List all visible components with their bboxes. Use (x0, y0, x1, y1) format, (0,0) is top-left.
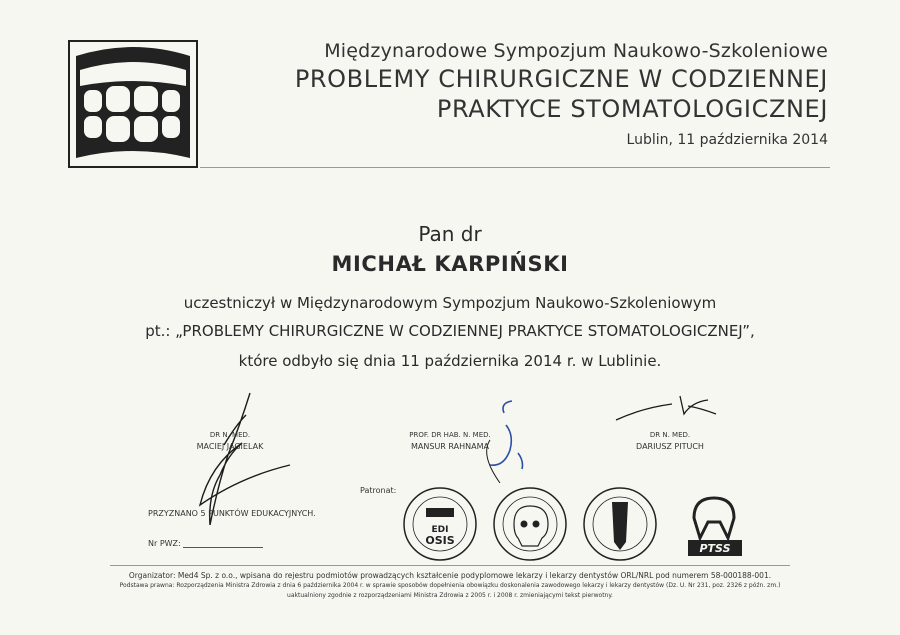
patron-badges (402, 484, 762, 564)
points-label: PRZYZNANO 5 PUNKTÓW EDUKACYJNYCH. (148, 509, 316, 518)
surgery-badge-icon (584, 488, 656, 560)
nr-pwz-blank-line (183, 547, 263, 548)
signature-block-3 (600, 430, 740, 452)
signature-block-2 (380, 430, 520, 452)
footer-organizer: Organizator: Med4 Sp. z o.o., wpisana do rejestru podmiotów prowadzących kształcenie podyplomowe lekarzy i lekarzy dentystów ORL/NRL pod numerem 58-000188-001. (128, 571, 772, 580)
body-line-3: które odbyło się dnia 11 października 2014 r. w Lublinie. (238, 352, 662, 370)
signature-pituch-icon (612, 392, 722, 426)
signature-title: PROF. DR HAB. N. MED. (409, 431, 491, 439)
osis-badge-icon (404, 488, 476, 560)
osis-badge-main: OSIS (425, 534, 455, 547)
footer-update-note: uaktualniony zgodnie z rozporządzeniami Ministra Zdrowia z 2005 r. i 2008 r. zmieniającymi tekst pierwotny. (287, 592, 613, 599)
body-line-2: pt.: „PROBLEMY CHIRURGICZNE W CODZIENNEJ PRAKTYCE STOMATOLOGICZNEJ”, (145, 322, 755, 340)
body-line-1: uczestniczył w Międzynarodowym Sympozjum Naukowo-Szkoleniowym (183, 294, 717, 312)
footer-legal-basis: Podstawa prawna: Rozporządzenia Ministra Zdrowia z dnia 6 października 2004 r. w sprawie sposobów dopełnienia obowiązku doskonalenia zawodowego lekarzy i lekarzy dentystów (Dz. U. Nr 231, poz. 2326 z późn. zm.) (119, 582, 781, 589)
place-date: Lublin, 11 października 2014 (626, 132, 828, 148)
recipient-name: MICHAŁ KARPIŃSKI (331, 252, 569, 276)
ptss-badge-label: PTSS (699, 542, 731, 555)
patronat-label: Patronat: (360, 486, 397, 495)
signature-title: DR N. MED. (649, 431, 691, 439)
signature-name: DARIUSZ PITUCH (636, 442, 704, 451)
header-divider (200, 167, 830, 168)
teeth-logo-icon (68, 40, 198, 168)
signature-title: DR N. MED. (209, 431, 251, 439)
recipient-prefix: Pan dr (418, 222, 482, 246)
signature-name: MACIEJ JAGIELAK (196, 442, 264, 451)
symposium-subtitle: Międzynarodowe Sympozjum Naukowo-Szkoleniowe (324, 40, 828, 62)
skull-badge-icon (494, 488, 566, 560)
symposium-title-line2: PRAKTYCE STOMATOLOGICZNEJ (436, 95, 828, 123)
signature-name: MANSUR RAHNAMA (411, 442, 489, 451)
ptss-badge-icon (688, 498, 742, 556)
nr-pwz-label: Nr PWZ: (148, 539, 181, 548)
osis-badge-top: EDI (431, 525, 449, 535)
header (268, 38, 828, 152)
signature-block-1 (160, 430, 300, 452)
symposium-title-line1: PROBLEMY CHIRURGICZNE W CODZIENNEJ (294, 65, 828, 93)
footer-divider (110, 565, 790, 566)
